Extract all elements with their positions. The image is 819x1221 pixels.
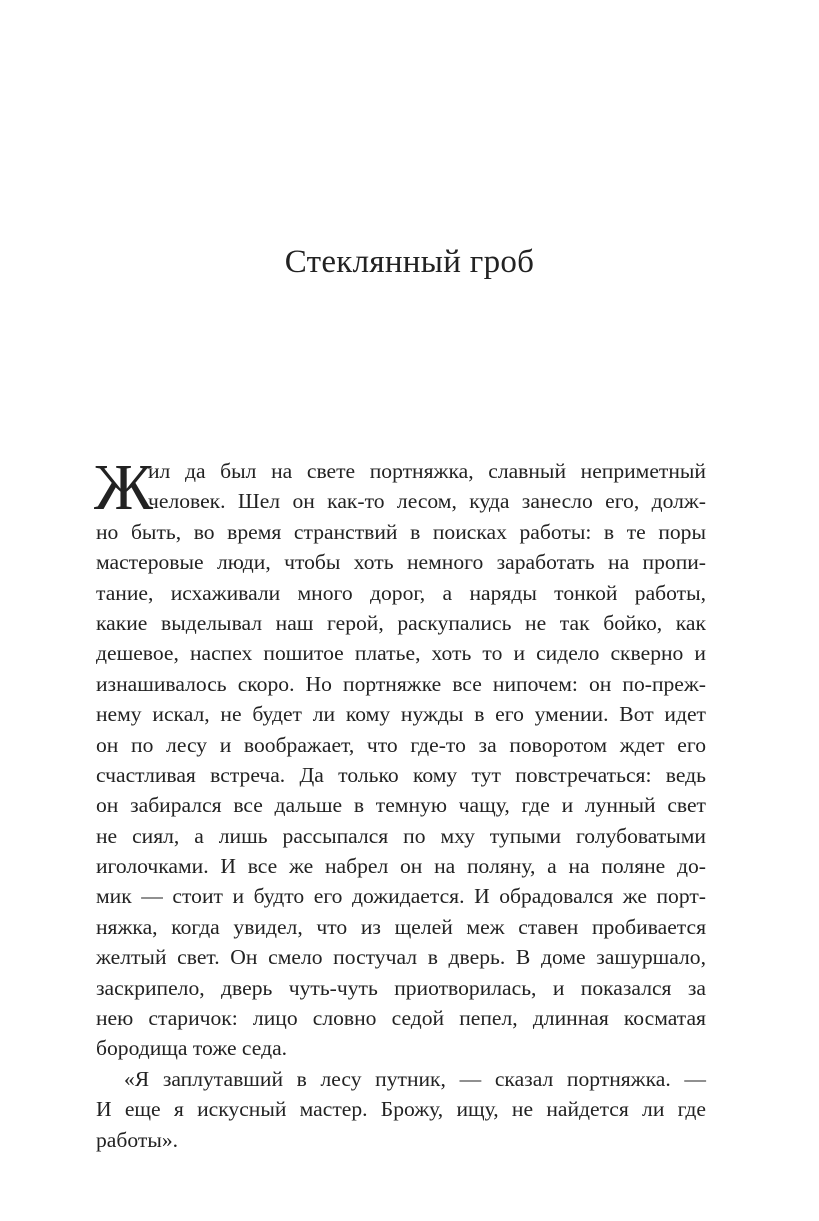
text-line: иголочками. И все же набрел он на поляну, а на поляне до- (96, 854, 706, 879)
text-line: какие выделывал наш герой, раскупались не так бойко, как (96, 610, 706, 635)
text-line: «Я заплутавший в лесу путник, — сказал портняжка. — (124, 1066, 706, 1091)
chapter-body (94, 451, 706, 1155)
text-line: он забирался все дальше в темную чащу, где и лунный свет (96, 793, 706, 818)
text-line: заскрипело, дверь чуть-чуть приотворилась, и показался за (96, 975, 706, 1000)
text-line: но быть, во время странствий в поисках работы: в те поры (96, 519, 706, 544)
text-line: работы». (96, 1127, 179, 1152)
text-line: изнашивалось скоро. Но портняжке все нипочем: он по-преж- (96, 671, 706, 696)
text-line: он по лесу и воображает, что где-то за поворотом ждет его (96, 732, 706, 757)
text-line: не сиял, а лишь рассыпался по мху тупыми голубоватыми (96, 823, 706, 848)
text-line: человек. Шел он как-то лесом, куда занесло его, долж- (148, 489, 706, 514)
text-line: ил да был на свете портняжка, славный неприметный (148, 459, 706, 483)
text-line: счастливая встреча. Да только кому тут повстречаться: ведь (96, 762, 706, 787)
text-line: тание, исхаживали много дорог, а наряды тонкой работы, (96, 580, 706, 605)
text-line: дешевое, наспех пошитое платье, хоть то и сидело скверно и (96, 641, 706, 666)
text-line: мик — стоит и будто его дожидается. И обрадовался же порт- (96, 884, 706, 909)
chapter-title: Стеклянный гроб (284, 244, 535, 280)
text-line: нею старичок: лицо словно седой пепел, длинная косматая (96, 1006, 706, 1031)
text-line: желтый свет. Он смело постучал в дверь. В доме зашуршало, (96, 945, 706, 970)
text-line: нему искал, не будет ли кому нужды в его умении. Вот идет (96, 702, 706, 727)
text-line: няжка, когда увидел, что из щелей меж ставен пробивается (96, 914, 706, 939)
text-line: мастеровые люди, чтобы хоть немного заработать на пропи- (96, 550, 706, 575)
text-line: бородища тоже седа. (96, 1036, 288, 1061)
drop-cap: Ж (94, 451, 154, 524)
text-line: И еще я искусный мастер. Брожу, ищу, не найдется ли где (96, 1097, 706, 1122)
